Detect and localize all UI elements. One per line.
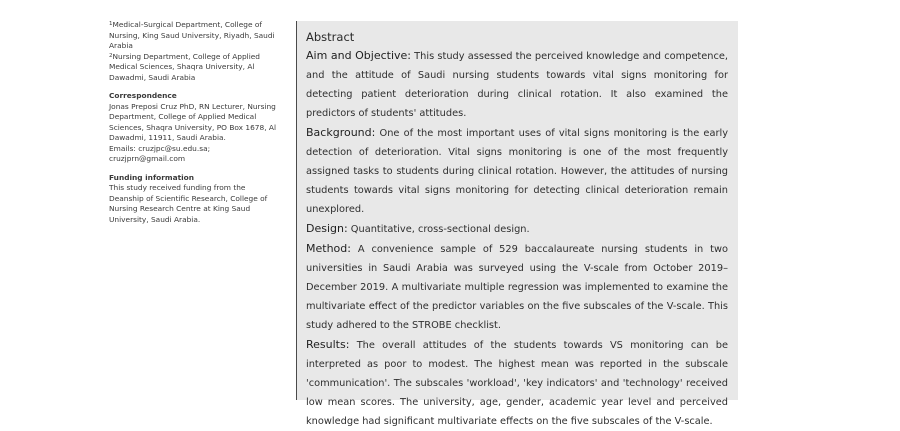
section-text: Quantitative, cross-sectional design. [347,224,530,235]
affiliation-text: Nursing Department, College of Applied Medical Sciences, Shaqra University, Al Dawadmi, Saudi Arabia [109,51,260,82]
section-label: Method: [306,242,351,255]
section-label: Design: [306,222,348,235]
section-text: A convenience sample of 529 baccalaureate nursing students in two universities in Saudi Arabia was surveyed using the V-scale from October 2019–December 2019. A multivariate multiple regression was implemented to examine the multivariate effect of the predictor variables on the five subscales of the V-scale. This study adhered to the STROBE checklist. [306,244,728,331]
abstract-section-results [306,335,728,431]
abstract-section-design [306,219,728,239]
funding-body: This study received funding from the Deanship of Scientific Research, College of Nursing Research Centre at King Saud University, Saudi Arabia. [109,183,268,224]
affiliation-1 [109,20,281,52]
section-label: Results: [306,338,350,351]
funding-heading: Funding information [109,172,194,182]
section-text: This study assessed the perceived knowledge and competence, and the attitude of Saudi nursing students towards vital signs monitoring for detecting patient deterioration during clinical rotation. It also examined the predictors of students' attitudes. [306,51,728,119]
abstract-section-method [306,239,728,335]
article-info-column [109,20,281,225]
correspondence-heading: Correspondence [109,91,177,100]
affiliation-marker: 1 [109,21,113,27]
abstract-title: Abstract [306,30,355,44]
affiliation-2 [109,52,281,84]
abstract-section-background [306,123,728,219]
section-label: Aim and Objective: [306,49,411,62]
abstract-box [297,21,738,427]
abstract-section-aim [306,46,728,123]
section-text: One of the most important uses of vital signs monitoring is the early detection of deterioration. Vital signs monitoring is one of the most frequently assigned tasks to students during clinical rotation. However, the attitudes of nursing students towards vital signs monitoring for detecting clinical deterioration remain unexplored. [306,128,728,215]
section-label: Background: [306,126,376,139]
affiliation-marker: 2 [109,52,113,59]
correspondence-emails[interactable]: Emails: cruzjpc@su.edu.sa; cruzjprn@gmail.com [109,143,211,163]
correspondence-body: Jonas Preposi Cruz PhD, RN Lecturer, Nursing Department, College of Applied Medical Sciences, Shaqra University, PO Box 1678, Al Dawadmi, 11911, Saudi Arabia. [109,101,277,142]
affiliation-text: Medical-Surgical Department, College of Nursing, King Saud University, Riyadh, Saudi Arabia [109,20,275,50]
section-text: The overall attitudes of the students towards VS monitoring can be interpreted as poor to modest. The highest mean was reported in the subscale 'communication'. The subscales 'workload', 'key indicators' and 'technology' received low mean scores. The university, age, gender, academic year level and perceived knowledge had significant multivariate effects on the five subscales of the V-scale. [306,340,728,427]
